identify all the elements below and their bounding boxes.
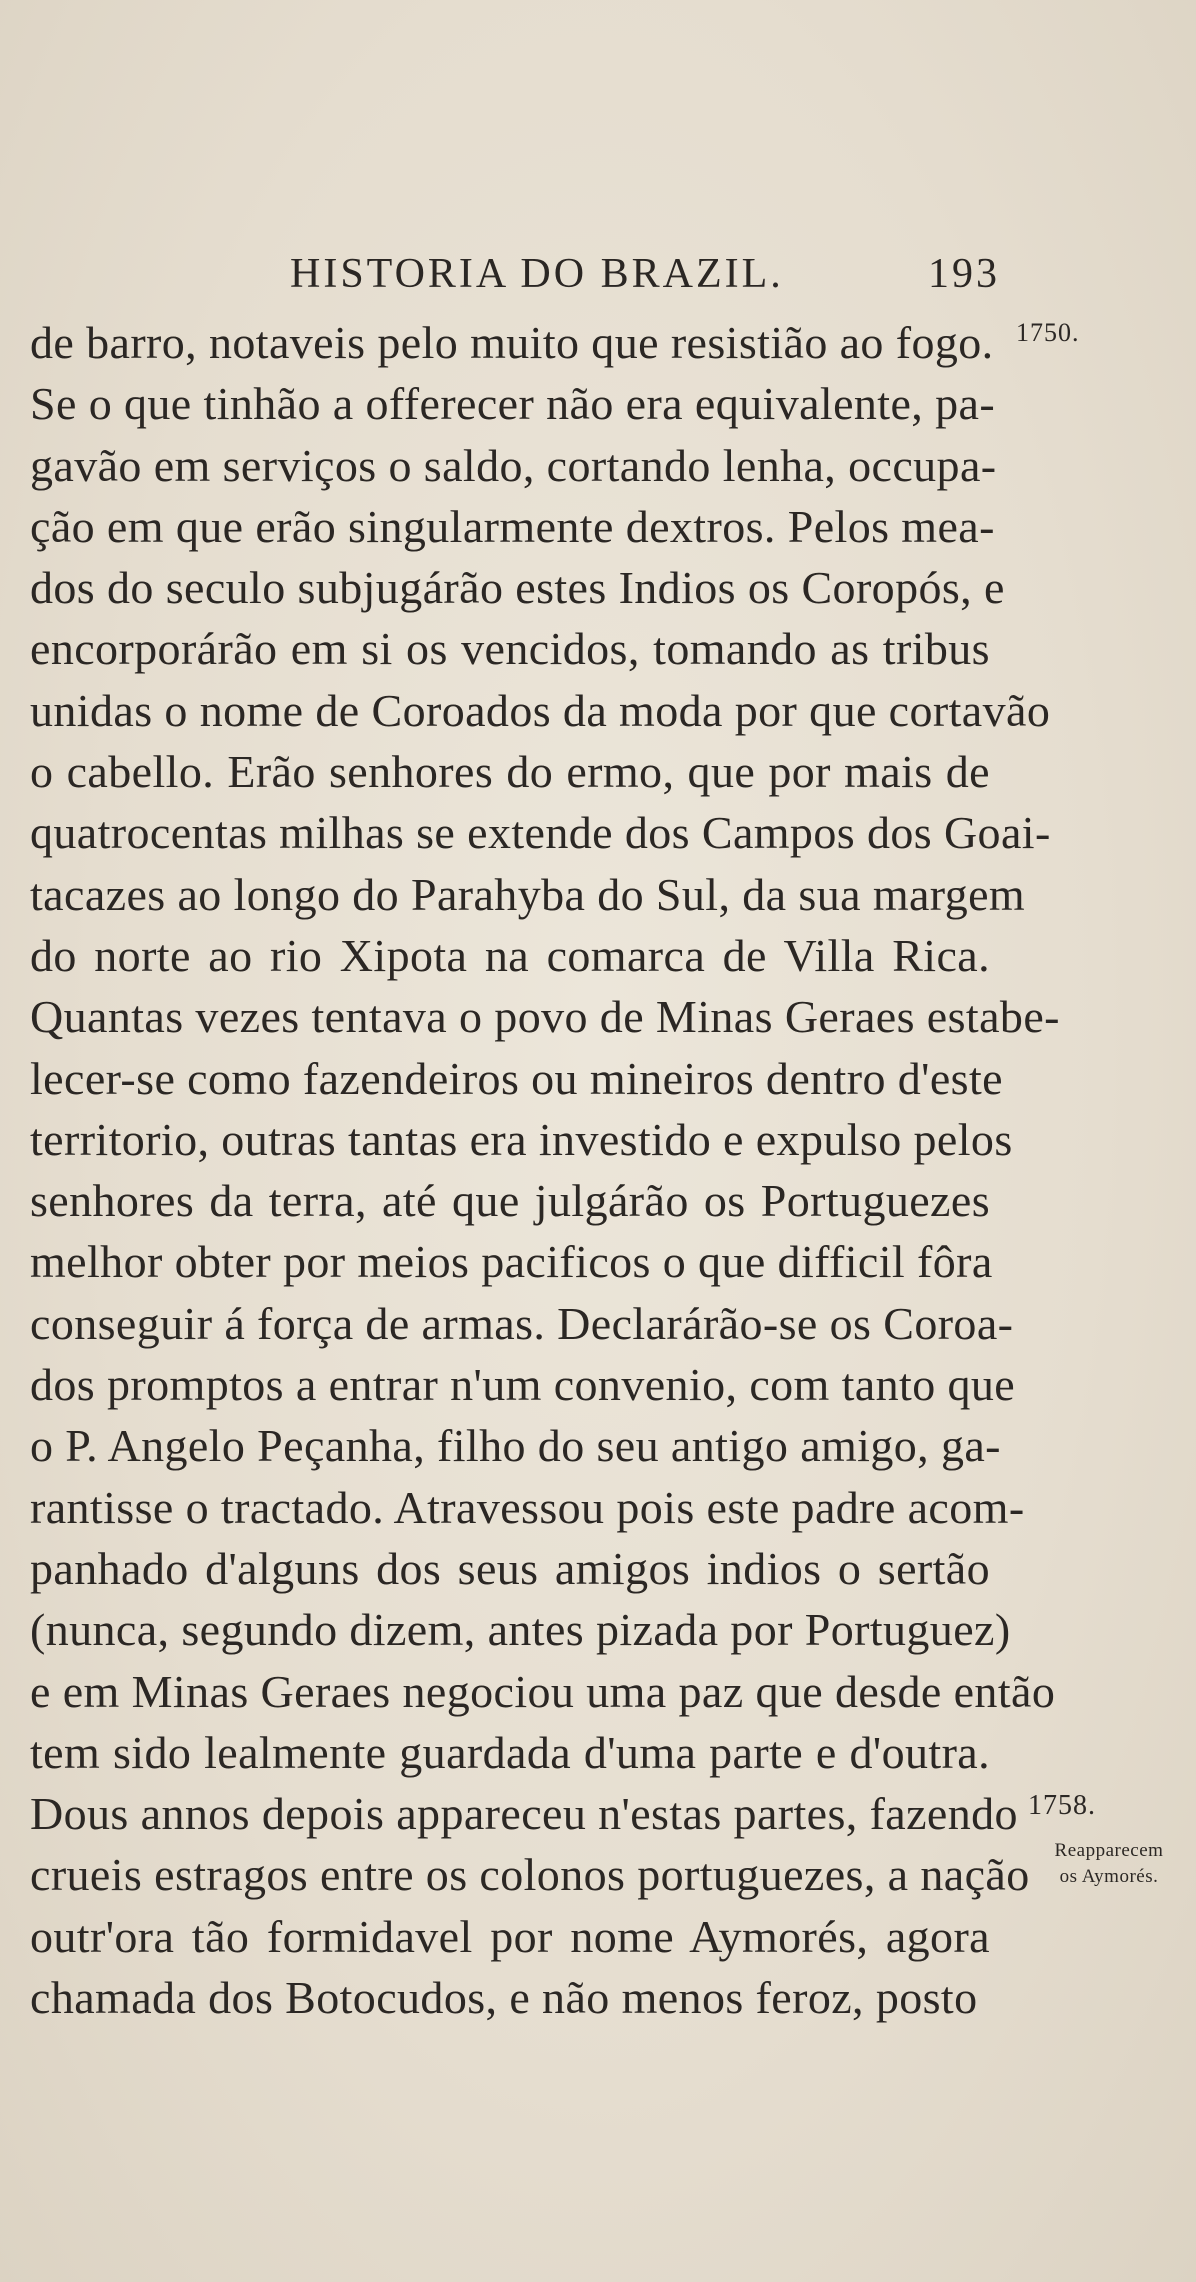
text-line: o P. Angelo Peçanha, filho do seu antigo amigo, ga-	[30, 1420, 1001, 1472]
text-line: e em Minas Geraes negociou uma paz que desde então	[30, 1665, 1056, 1717]
text-line: dos promptos a entrar n'um convenio, com tanto que	[30, 1359, 1016, 1411]
margin-note-line: Reapparecem	[1054, 1840, 1164, 1861]
text-line: crueis estragos entre os colonos portuguezes, a nação	[30, 1849, 1030, 1901]
text-line: Se o que tinhão a offerecer não era equivalente, pa-	[30, 378, 996, 430]
text-line: lecer-se como fazendeiros ou mineiros dentro d'este	[30, 1052, 1003, 1104]
text-line: quatrocentas milhas se extende dos Campos dos Goai-	[30, 807, 1051, 859]
text-line: outr'ora tão formidavel por nome Aymorés, agora	[30, 1910, 990, 1962]
text-line: de barro, notaveis pelo muito que resistião ao fogo.	[30, 317, 994, 368]
margin-year: 1750.	[1016, 318, 1080, 347]
text-line: tem sido lealmente guardada d'uma parte e d'outra.	[30, 1726, 990, 1778]
text-line: conseguir á força de armas. Declarárão-se os Coroa-	[30, 1297, 1014, 1349]
running-head	[290, 244, 1000, 304]
text-line: Dous annos depois appareceu n'estas partes, fazendo	[30, 1788, 1018, 1840]
text-line: do norte ao rio Xipota na comarca de Villa Rica.	[30, 929, 990, 981]
text-line: rantisse o tractado. Atravessou pois este padre acom-	[30, 1481, 1025, 1533]
text-line: (nunca, segundo dizem, antes pizada por Portuguez)	[30, 1604, 1011, 1656]
text-line: encorporárão em si os vencidos, tomando as tribus	[30, 623, 990, 675]
page-number: 193	[928, 251, 1000, 297]
text-line: senhores da terra, até que julgárão os Portuguezes	[30, 1175, 990, 1227]
text-line: unidas o nome de Coroados da moda por que cortavão	[30, 684, 1051, 736]
text-line: gavão em serviços o saldo, cortando lenha, occupa-	[30, 439, 997, 491]
text-line: territorio, outras tantas era investido e expulso pelos	[30, 1113, 1013, 1165]
running-title: HISTORIA DO BRAZIL.	[290, 251, 784, 297]
text-line: melhor obter por meios pacificos o que difficil fôra	[30, 1236, 993, 1288]
text-line: panhado d'alguns dos seus amigos indios o sertão	[30, 1542, 990, 1594]
text-line: o cabello. Erão senhores do ermo, que por mais de	[30, 746, 990, 798]
text-line: dos do seculo subjugárão estes Indios os Coropós, e	[30, 562, 1005, 614]
margin-year: 1758.	[1028, 1790, 1096, 1821]
margin-note	[1024, 1838, 1194, 1890]
text-line: Quantas vezes tentava o povo de Minas Geraes estabe-	[30, 991, 1060, 1043]
text-line: ção em que erão singularmente dextros. Pelos mea-	[30, 500, 995, 552]
text-line: chamada dos Botocudos, e não menos feroz, posto	[30, 1972, 978, 2024]
margin-note-line: os Aymorés.	[1059, 1866, 1159, 1887]
text-line: tacazes ao longo do Parahyba do Sul, da sua margem	[30, 868, 1026, 920]
